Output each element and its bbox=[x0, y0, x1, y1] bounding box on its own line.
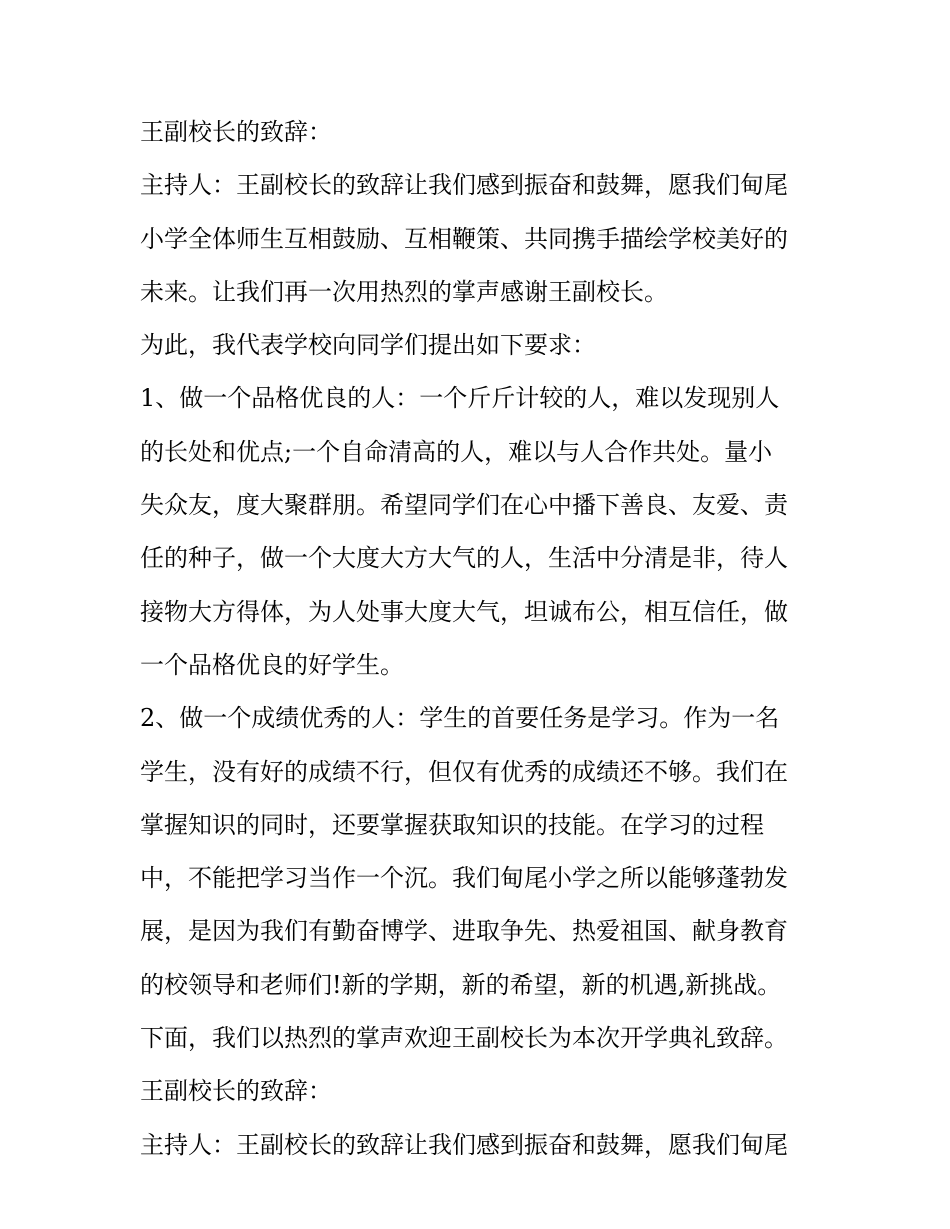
text-line: 接物大方得体，为人处事大度大气，坦诚布公，相互信任，做 bbox=[140, 597, 788, 626]
text-line: 掌握知识的同时，还要掌握获取知识的技能。在学习的过程 bbox=[140, 810, 764, 839]
text-line: 任的种子，做一个大度大方大气的人，生活中分清是非，待人 bbox=[140, 544, 788, 573]
text-line: 的校领导和老师们!新的学期，新的希望，新的机遇,新挑战。 bbox=[140, 970, 782, 999]
text-line: 小学全体师生互相鼓励、互相鞭策、共同携手描绘学校美好的 bbox=[140, 224, 788, 253]
text-line: 的长处和优点;一个自命清高的人，难以与人合作共处。量小 bbox=[140, 437, 773, 466]
text-line: 中，不能把学习当作一个沉。我们甸尾小学之所以能够蓬勃发 bbox=[140, 864, 788, 893]
text-line: 未来。让我们再一次用热烈的掌声感谢王副校长。 bbox=[140, 277, 668, 306]
text-line: 王副校长的致辞： bbox=[140, 118, 332, 146]
text-line: 一个品格优良的好学生。 bbox=[140, 650, 404, 679]
text-line: 1、做一个品格优良的人：一个斤斤计较的人，难以发现别人 bbox=[140, 384, 780, 413]
text-line: 下面，我们以热烈的掌声欢迎王副校长为本次开学典礼致辞。 bbox=[140, 1024, 788, 1053]
text-line: 学生，没有好的成绩不行，但仅有优秀的成绩还不够。我们在 bbox=[140, 757, 788, 786]
text-line: 展，是因为我们有勤奋博学、进取争先、热爱祖国、献身教育 bbox=[140, 917, 788, 946]
text-line: 失众友，度大聚群朋。希望同学们在心中播下善良、友爱、责 bbox=[140, 491, 788, 520]
document-body bbox=[140, 106, 820, 1172]
text-line: 主持人：王副校长的致辞让我们感到振奋和鼓舞，愿我们甸尾 bbox=[140, 171, 788, 200]
text-line: 2、做一个成绩优秀的人：学生的首要任务是学习。作为一名 bbox=[140, 704, 780, 733]
text-line: 为此，我代表学校向同学们提出如下要求： bbox=[140, 331, 596, 360]
text-line: 主持人：王副校长的致辞让我们感到振奋和鼓舞，愿我们甸尾 bbox=[140, 1130, 788, 1159]
text-line: 王副校长的致辞： bbox=[140, 1077, 332, 1106]
